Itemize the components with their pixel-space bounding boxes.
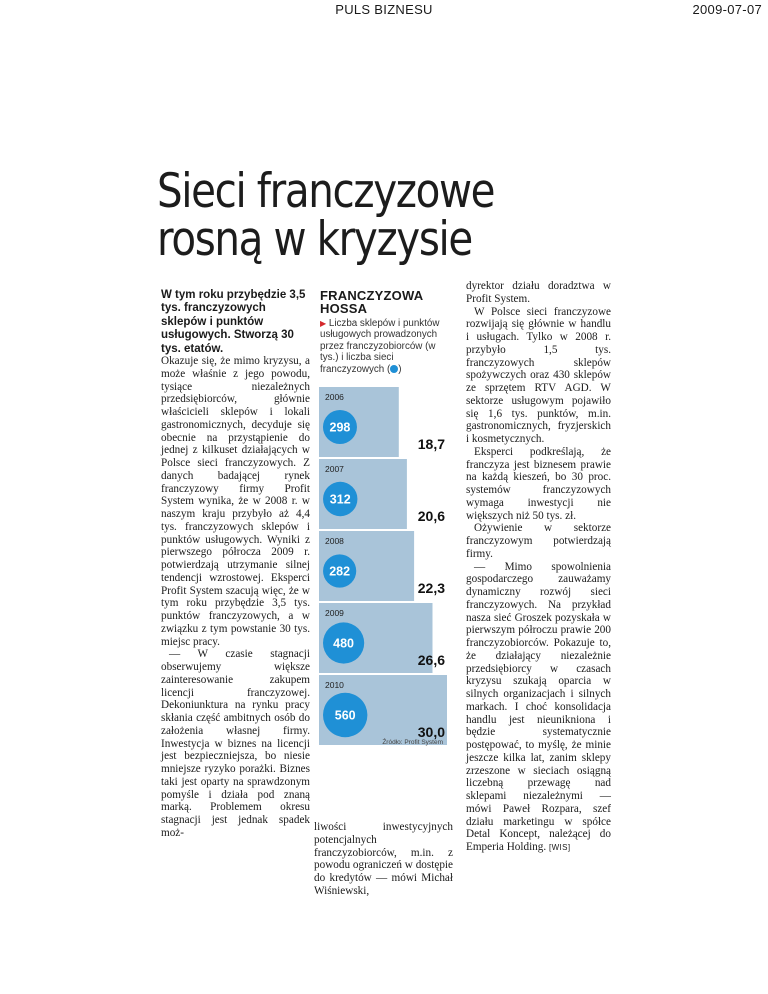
chart-title-line-1: FRANCZYZOWA	[320, 288, 424, 303]
paragraph: Ożywienie w sektorze franczyzowym potwierdzają firmy.	[466, 522, 611, 560]
year-label-2010: 2010	[325, 680, 344, 690]
article-lead: W tym roku przybędzie 3,5 tys. franczyzowych sklepów i punktów usługowych. Stworzą 30 tys. etatów.	[161, 289, 306, 355]
article-headline	[157, 164, 561, 267]
chart-subtitle-end: )	[398, 363, 402, 375]
chart-subtitle-text: Liczba sklepów i punktów usługowych prowadzonych przez franczyzobiorców (w tys.) i liczba sieci franczyzowych (	[320, 318, 440, 375]
year-label-2009: 2009	[325, 608, 344, 618]
network-count-2010: 560	[334, 708, 356, 723]
triangle-marker-icon: ▶	[320, 319, 327, 328]
value-label-2006: 18,7	[417, 436, 445, 452]
quote-text: — Mimo spowolnienia gospodarczego zauważamy dynamiczny rozwój sieci franczyzowych. Na przykład nasza sieć Groszek pozyskała w pierwszym półroczu prawie 200 franczyzobiorców. Pokazuje to, że działający niezależnie przedsiębiorcy w czasach kryzysu szukają oparcia w silnych organizacjach i silnych markach. I choć konsolidacja handlu jest nieunikniona i będzie systematycznie postępować, to myślę, że minie jeszcze kilka lat, zanim sklepy zrzeszone w sieciach osiągną liczebną przewagę nad sklepami niezależnymi — mówi Paweł Rozpara, szef działu marketingu w spółce Detal Koncept, należącej do Emperia Holding.	[466, 560, 611, 853]
paragraph: dyrektor działu doradztwa w Profit System.	[466, 280, 611, 305]
paragraph: Okazuje się, że mimo kryzysu, a może właśnie z jego powodu, tysiące niezależnych przedsiębiorców, głównie właścicieli sklepów i lokali gastronomicznych, decyduje się obecnie na przystąpienie do jednej z kilkuset działających w Polsce sieci franczyzowych. Z danych badającej rynek franczyzowy firmy Profit System wynika, że w 2008 r. w naszym kraju przybyło aż 4,4 tys. franczyzowych sklepów i punktów usługowych. Wyniki z pierwszego półrocza 2009 r. potwierdzają utrzymanie silnej tendencji wzrostowej. Eksperci Profit System szacują więc, że w tym roku przybędzie 3,5 tys. punktów franczyzowych, a w związku z tym powstanie 30 tys. miejsc pracy.	[161, 355, 310, 648]
publication-name: PULS BIZNESU	[335, 2, 433, 17]
year-label-2008: 2008	[325, 536, 344, 546]
article-column-2	[314, 821, 453, 898]
network-count-2009: 480	[333, 636, 355, 651]
network-count-2007: 312	[329, 492, 351, 507]
publication-date: 2009-07-07	[692, 2, 762, 17]
franchise-chart	[316, 290, 451, 810]
value-label-2007: 20,6	[417, 508, 445, 524]
year-label-2006: 2006	[325, 392, 344, 402]
paragraph: liwości inwestycyjnych potencjalnych franczyzobiorców, m.in. z powodu ograniczeń w dostępie do kredytów — mówi Michał Wiśniewski,	[314, 821, 453, 897]
year-label-2007: 2007	[325, 464, 344, 474]
article-column-3	[466, 280, 611, 855]
value-label-2009: 26,6	[417, 652, 445, 668]
chart-canvas	[316, 290, 451, 810]
chart-title-line-2: HOSSA	[320, 300, 368, 316]
value-label-2010: 30,0	[417, 724, 445, 740]
paragraph	[466, 561, 611, 855]
author-tag: [WIS]	[548, 843, 571, 852]
value-label-2008: 22,3	[417, 580, 445, 596]
headline-line-1: Sieci franczyzowe	[157, 164, 495, 219]
paragraph: Eksperci podkreślają, że franczyza jest biznesem prawie na każdą kieszeń, bo 30 proc. systemów franczyzowych wymaga inwestycji nie większych niż 50 tys. zł.	[466, 445, 611, 522]
chart-source: Źródło: Profit System	[382, 739, 443, 746]
paragraph: — W czasie stagnacji obserwujemy większe zainteresowanie zakupem licencji franczyzowej. Dekoniunktura na rynku pracy skłania część ambitnych osób do założenia własnej firmy. Inwestycja w biznes na licencji jest bezpieczniejsza, bo niesie mniejsze ryzyko porażki. Biznes taki jest oparty na sprawdzonym pomyśle i działa pod znaną marką. Problemem okresu stagnacji jest jednak spadek moż-	[161, 648, 310, 839]
headline-line-2: rosną w kryzysie	[157, 212, 472, 267]
article-column-1	[161, 355, 310, 840]
network-count-2008: 282	[329, 564, 351, 579]
network-count-2006: 298	[329, 420, 351, 435]
paragraph: W Polsce sieci franczyzowe rozwijają się głównie w handlu i usługach. Tylko w 2008 r. przybyło 1,5 tys. franczyzowych sklepów spożywczych oraz 430 sklepów ze sprzętem RTV AGD. W sektorze usługowym pojawiło się 1,6 tys. punktów, m.in. gastronomicznych, fryzjerskich i kosmetycznych.	[466, 305, 611, 445]
